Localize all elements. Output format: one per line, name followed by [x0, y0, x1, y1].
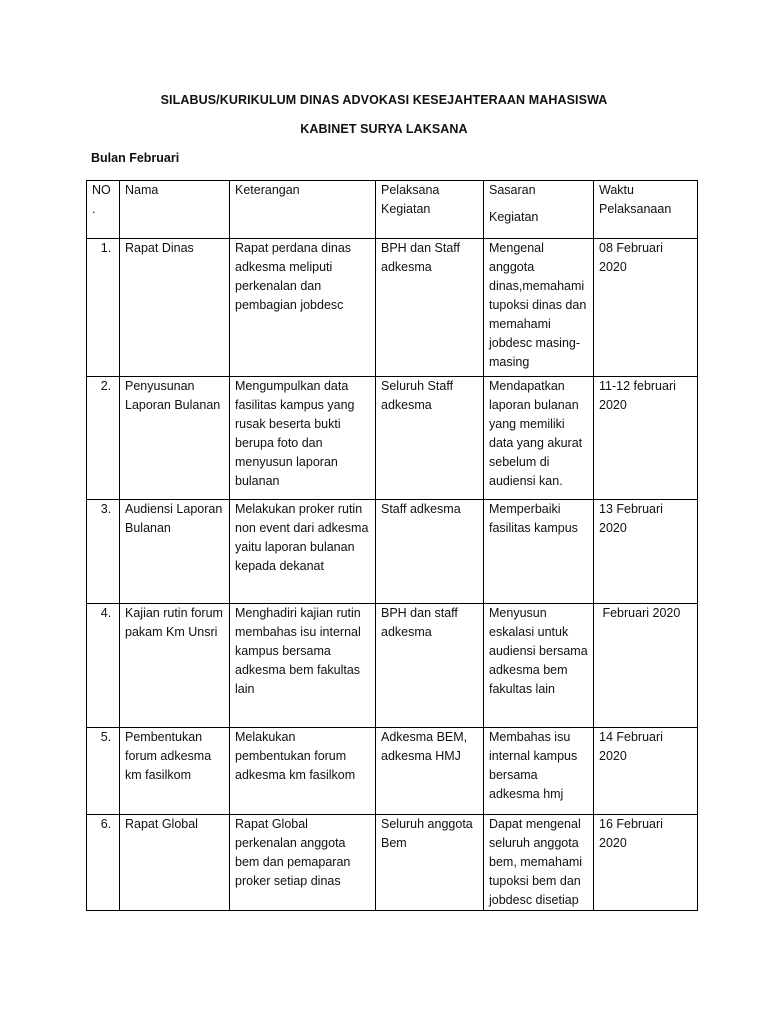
- row-nama: Rapat Global: [120, 815, 230, 911]
- header-waktu: Waktu Pelaksanaan: [594, 181, 698, 239]
- row-nama: Rapat Dinas: [120, 239, 230, 377]
- table-row: [87, 604, 698, 728]
- syllabus-table: [86, 180, 698, 911]
- row-no: 3.: [87, 500, 120, 604]
- row-no: 2.: [87, 377, 120, 500]
- header-sasaran-line1: Sasaran: [489, 183, 536, 197]
- row-waktu: 16 Februari 2020: [594, 815, 698, 911]
- table-header-row: [87, 181, 698, 239]
- document-subtitle: KABINET SURYA LAKSANA: [300, 122, 468, 136]
- row-sasaran: Menyusun eskalasi untuk audiensi bersama adkesma bem fakultas lain: [484, 604, 594, 728]
- row-keterangan: Mengumpulkan data fasilitas kampus yang rusak beserta bukti berupa foto dan menyusun laporan bulanan: [230, 377, 376, 500]
- header-no: NO.: [87, 181, 120, 239]
- table-row: [87, 728, 698, 815]
- row-waktu: 08 Februari 2020: [594, 239, 698, 377]
- row-nama: Pembentukan forum adkesma km fasilkom: [120, 728, 230, 815]
- row-nama: Penyusunan Laporan Bulanan: [120, 377, 230, 500]
- row-keterangan: Melakukan pembentukan forum adkesma km fasilkom: [230, 728, 376, 815]
- row-nama: Audiensi Laporan Bulanan: [120, 500, 230, 604]
- row-no: 5.: [87, 728, 120, 815]
- row-pelaksana: Staff adkesma: [376, 500, 484, 604]
- row-no: 4.: [87, 604, 120, 728]
- table-row: [87, 377, 698, 500]
- table-row: [87, 815, 698, 911]
- row-keterangan: Menghadiri kajian rutin membahas isu internal kampus bersama adkesma bem fakultas lain: [230, 604, 376, 728]
- row-no: 1.: [87, 239, 120, 377]
- table-row: [87, 239, 698, 377]
- header-sasaran: [484, 181, 594, 239]
- row-keterangan: Melakukan proker rutin non event dari adkesma yaitu laporan bulanan kepada dekanat: [230, 500, 376, 604]
- document-title: SILABUS/KURIKULUM DINAS ADVOKASI KESEJAHTERAAN MAHASISWA: [160, 93, 608, 107]
- header-nama: Nama: [120, 181, 230, 239]
- row-sasaran: Memperbaiki fasilitas kampus: [484, 500, 594, 604]
- row-waktu: Februari 2020: [594, 604, 698, 728]
- row-waktu: 13 Februari 2020: [594, 500, 698, 604]
- header-keterangan: Keterangan: [230, 181, 376, 239]
- row-keterangan: Rapat perdana dinas adkesma meliputi perkenalan dan pembagian jobdesc: [230, 239, 376, 377]
- month-label: Bulan Februari: [91, 151, 180, 165]
- row-waktu: 14 Februari 2020: [594, 728, 698, 815]
- row-pelaksana: Seluruh anggota Bem: [376, 815, 484, 911]
- row-sasaran: Dapat mengenal seluruh anggota bem, memahami tupoksi bem dan jobdesc disetiap: [484, 815, 594, 911]
- row-sasaran: Mengenal anggota dinas,memahami tupoksi dinas dan memahami jobdesc masing-masing: [484, 239, 594, 377]
- row-pelaksana: BPH dan Staff adkesma: [376, 239, 484, 377]
- header-pelaksana: Pelaksana Kegiatan: [376, 181, 484, 239]
- row-sasaran: Mendapatkan laporan bulanan yang memiliki data yang akurat sebelum di audiensi kan.: [484, 377, 594, 500]
- row-sasaran: Membahas isu internal kampus bersama adkesma hmj: [484, 728, 594, 815]
- row-waktu: 11-12 februari 2020: [594, 377, 698, 500]
- row-keterangan: Rapat Global perkenalan anggota bem dan pemaparan proker setiap dinas: [230, 815, 376, 911]
- row-pelaksana: Adkesma BEM, adkesma HMJ: [376, 728, 484, 815]
- table-row: [87, 500, 698, 604]
- row-pelaksana: BPH dan staff adkesma: [376, 604, 484, 728]
- row-pelaksana: Seluruh Staff adkesma: [376, 377, 484, 500]
- row-nama: Kajian rutin forum pakam Km Unsri: [120, 604, 230, 728]
- header-sasaran-line2: Kegiatan: [489, 210, 539, 224]
- row-no: 6.: [87, 815, 120, 911]
